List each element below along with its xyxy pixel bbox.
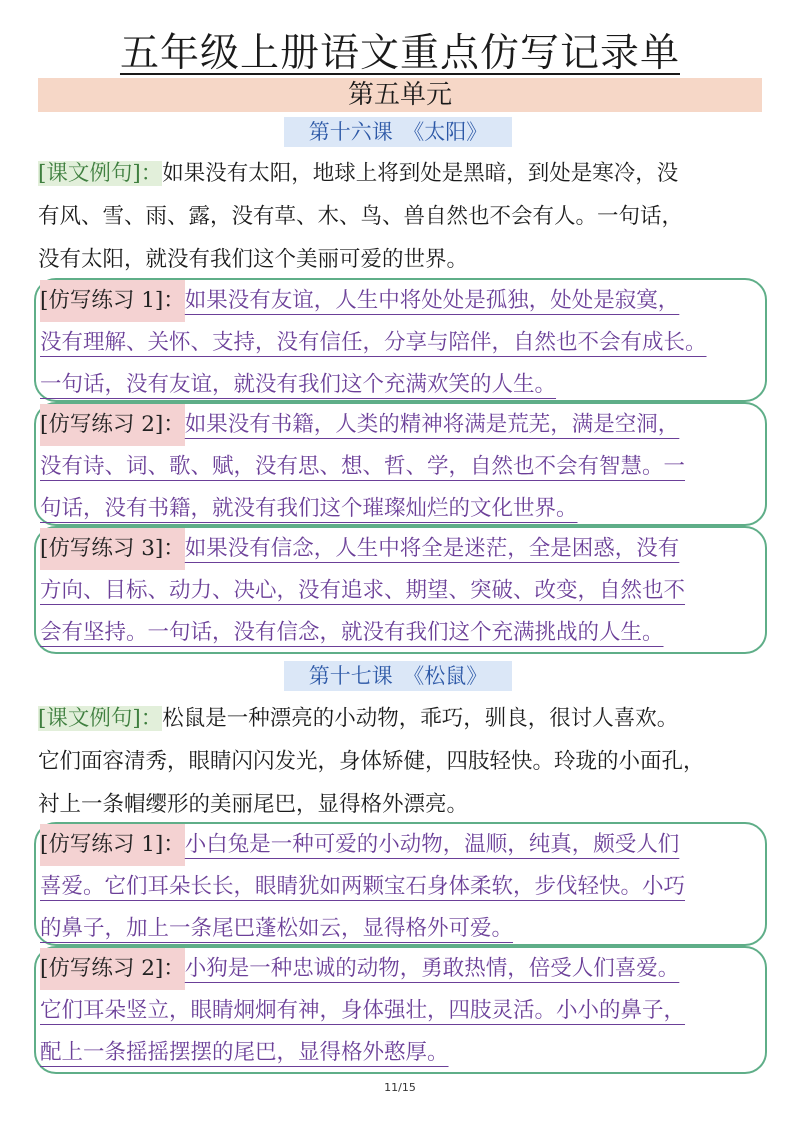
practice-box-16-3 bbox=[34, 526, 767, 654]
practice-box-17-2 bbox=[34, 946, 767, 1074]
practice-line bbox=[40, 528, 765, 570]
practice-label: [仿写练习 1]： bbox=[40, 824, 185, 866]
practice-line: 它们耳朵竖立，眼睛炯炯有神，身体强壮，四肢灵活。小小的鼻子， bbox=[40, 998, 686, 1023]
example-line: 它们面容清秀，眼睛闪闪发光，身体矫健，四肢轻快。玲珑的小面孔， bbox=[38, 749, 705, 774]
practice-box-17-1 bbox=[34, 822, 767, 946]
practice-line: 会有坚持。一句话，没有信念，就没有我们这个充满挑战的人生。 bbox=[40, 620, 664, 645]
practice-line: 没有理解、关怀、支持，没有信任，分享与陪伴，自然也不会有成长。 bbox=[40, 330, 707, 355]
practice-text: 小白兔是一种可爱的小动物，温顺，纯真，颇受人们 bbox=[184, 832, 680, 857]
practice-text: 小狗是一种忠诚的动物，勇敢热情，倍受人们喜爱。 bbox=[184, 956, 680, 981]
lesson-16-example bbox=[38, 152, 768, 281]
example-line: 衬上一条帽缨形的美丽尾巴，显得格外漂亮。 bbox=[38, 792, 469, 817]
practice-line: 的鼻子，加上一条尾巴蓬松如云，显得格外可爱。 bbox=[40, 916, 514, 941]
practice-text: 如果没有友谊，人生中将处处是孤独，处处是寂寞， bbox=[184, 288, 680, 313]
practice-line bbox=[40, 280, 765, 322]
practice-line bbox=[40, 948, 765, 990]
practice-line: 方向、目标、动力、决心，没有追求、期望、突破、改变，自然也不 bbox=[40, 578, 686, 603]
example-text: 如果没有太阳，地球上将到处是黑暗，到处是寒冷，没 bbox=[162, 161, 679, 186]
practice-box-16-2 bbox=[34, 402, 767, 526]
example-line bbox=[38, 152, 768, 195]
lesson-16-heading: 第十六课 《太阳》 bbox=[284, 117, 512, 147]
practice-line: 喜爱。它们耳朵长长，眼睛犹如两颗宝石身体柔软，步伐轻快。小巧 bbox=[40, 874, 686, 899]
lesson-17-example bbox=[38, 697, 768, 826]
practice-line bbox=[40, 824, 765, 866]
practice-line: 句话，没有书籍，就没有我们这个璀璨灿烂的文化世界。 bbox=[40, 496, 578, 521]
example-line bbox=[38, 697, 768, 740]
example-tag: [课文例句]： bbox=[38, 161, 163, 186]
practice-label: [仿写练习 1]： bbox=[40, 280, 185, 322]
practice-label: [仿写练习 2]： bbox=[40, 404, 185, 446]
practice-text: 如果没有书籍，人类的精神将满是荒芜，满是空洞， bbox=[184, 412, 680, 437]
lesson-17-heading: 第十七课 《松鼠》 bbox=[284, 661, 512, 691]
example-text: 松鼠是一种漂亮的小动物，乖巧，驯良，很讨人喜欢。 bbox=[162, 706, 679, 731]
example-line: 有风、雪、雨、露，没有草、木、鸟、兽自然也不会有人。一句话， bbox=[38, 204, 684, 229]
page-number: 11/15 bbox=[384, 1081, 416, 1094]
example-tag: [课文例句]： bbox=[38, 706, 163, 731]
practice-text: 如果没有信念，人生中将全是迷茫，全是困惑，没有 bbox=[184, 536, 680, 561]
practice-line bbox=[40, 404, 765, 446]
unit-title: 第五单元 bbox=[347, 80, 452, 110]
practice-box-16-1 bbox=[34, 278, 767, 402]
practice-line: 配上一条摇摇摆摆的尾巴，显得格外憨厚。 bbox=[40, 1040, 449, 1065]
document-title-text: 五年级上册语文重点仿写记录单 bbox=[119, 31, 680, 76]
practice-line: 没有诗、词、歌、赋，没有思、想、哲、学，自然也不会有智慧。一 bbox=[40, 454, 686, 479]
example-line: 没有太阳，就没有我们这个美丽可爱的世界。 bbox=[38, 247, 469, 272]
practice-line: 一句话，没有友谊，就没有我们这个充满欢笑的人生。 bbox=[40, 372, 557, 397]
practice-label: [仿写练习 3]： bbox=[40, 528, 185, 570]
practice-label: [仿写练习 2]： bbox=[40, 948, 185, 990]
document-title bbox=[0, 30, 800, 78]
